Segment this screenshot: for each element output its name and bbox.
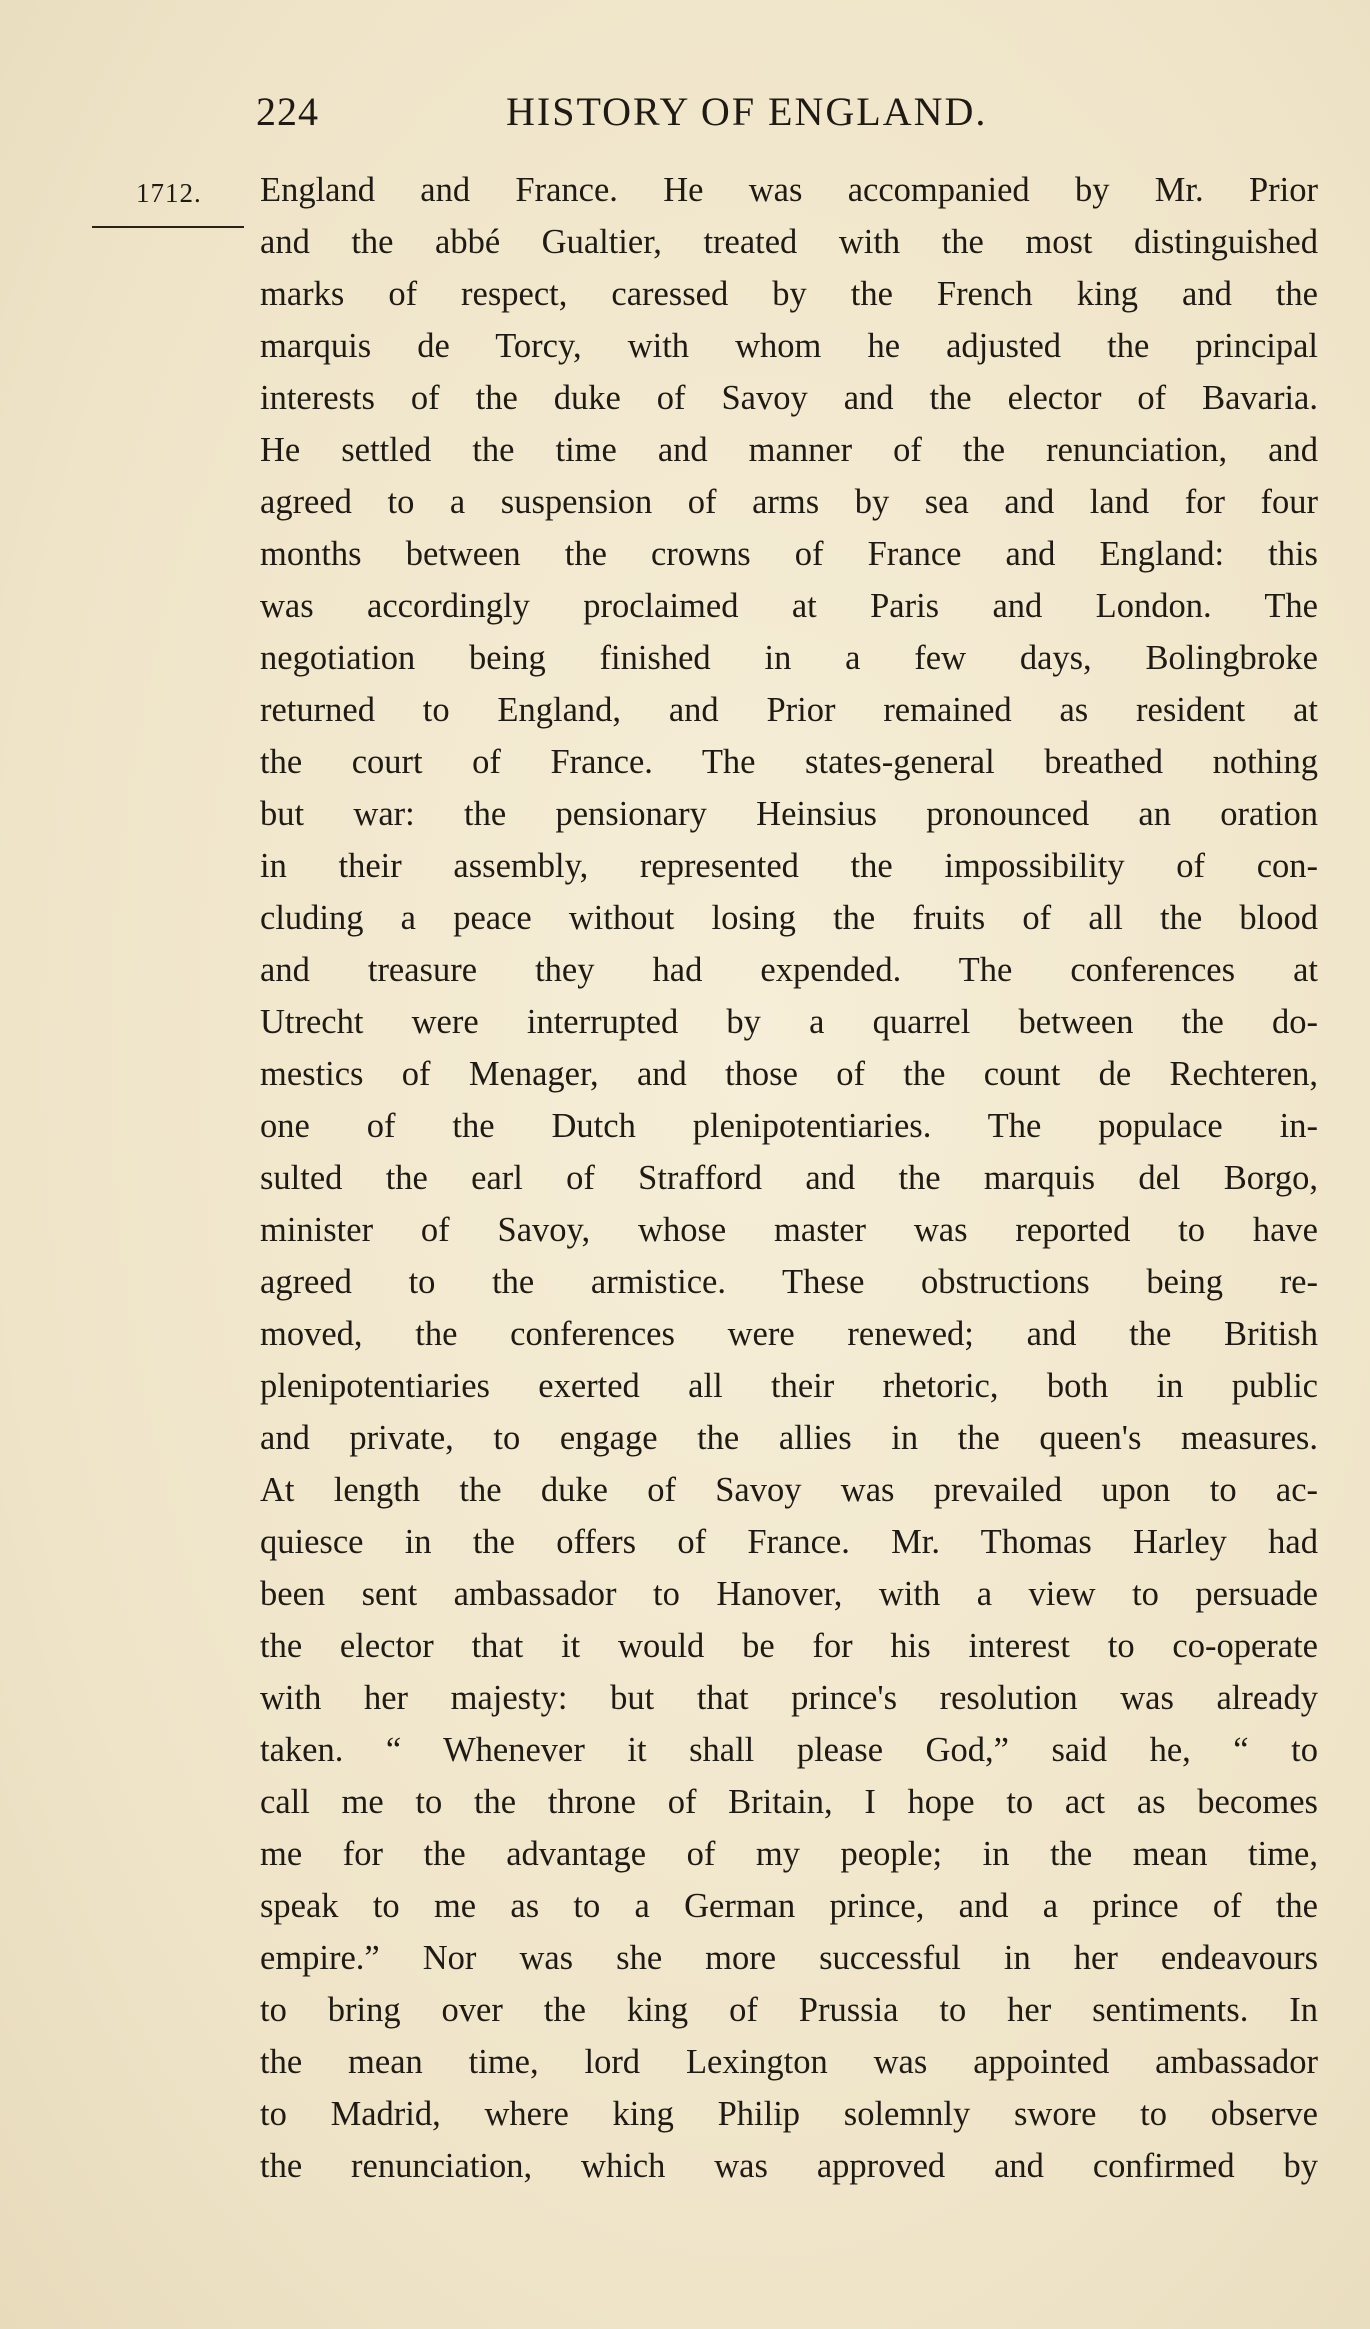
- text-line: mestics of Menager, and those of the count de Rechteren,: [260, 1055, 1318, 1093]
- body-text: [260, 164, 1318, 2192]
- text-line: taken. “ Whenever it shall please God,” said he, “ to: [260, 1731, 1318, 1769]
- text-line: and private, to engage the allies in the queen's measures.: [260, 1419, 1318, 1457]
- text-line: interests of the duke of Savoy and the elector of Bavaria.: [260, 379, 1318, 417]
- text-line: plenipotentiaries exerted all their rhetoric, both in public: [260, 1367, 1318, 1405]
- text-line: to bring over the king of Prussia to her sentiments. In: [260, 1991, 1318, 2029]
- text-line: moved, the conferences were renewed; and the British: [260, 1315, 1318, 1353]
- text-line: marquis de Torcy, with whom he adjusted the principal: [260, 327, 1318, 365]
- text-line: agreed to a suspension of arms by sea and land for four: [260, 483, 1318, 521]
- text-line: and treasure they had expended. The conferences at: [260, 951, 1318, 989]
- text-line: me for the advantage of my people; in the mean time,: [260, 1835, 1318, 1873]
- page-title: HISTORY OF ENGLAND.: [506, 89, 988, 134]
- text-line: the court of France. The states-general breathed nothing: [260, 743, 1318, 781]
- text-line: He settled the time and manner of the renunciation, and: [260, 431, 1318, 469]
- text-line: cluding a peace without losing the fruits of all the blood: [260, 899, 1318, 937]
- margin-rule: [92, 226, 244, 228]
- text-line: with her majesty: but that prince's resolution was already: [260, 1679, 1318, 1717]
- text-line: was accordingly proclaimed at Paris and London. The: [260, 587, 1318, 625]
- text-line: call me to the throne of Britain, I hope to act as becomes: [260, 1783, 1318, 1821]
- text-line: marks of respect, caressed by the French king and the: [260, 275, 1318, 313]
- text-line: and the abbé Gualtier, treated with the most distinguished: [260, 223, 1318, 261]
- text-line: the renunciation, which was approved and confirmed by: [260, 2147, 1318, 2185]
- text-line: speak to me as to a German prince, and a prince of the: [260, 1887, 1318, 1925]
- text-line: to Madrid, where king Philip solemnly swore to observe: [260, 2095, 1318, 2133]
- text-line: quiesce in the offers of France. Mr. Thomas Harley had: [260, 1523, 1318, 1561]
- text-line: been sent ambassador to Hanover, with a view to persuade: [260, 1575, 1318, 1613]
- text-line: sulted the earl of Strafford and the marquis del Borgo,: [260, 1159, 1318, 1197]
- text-line: agreed to the armistice. These obstructions being re-: [260, 1263, 1318, 1301]
- text-line: England and France. He was accompanied by Mr. Prior: [260, 171, 1318, 209]
- text-line: months between the crowns of France and England: this: [260, 535, 1318, 573]
- text-line: minister of Savoy, whose master was reported to have: [260, 1211, 1318, 1249]
- margin-year: 1712.: [136, 178, 202, 208]
- text-line: but war: the pensionary Heinsius pronounced an oration: [260, 795, 1318, 833]
- text-line: one of the Dutch plenipotentiaries. The populace in-: [260, 1107, 1318, 1145]
- text-line: in their assembly, represented the impossibility of con-: [260, 847, 1318, 885]
- text-line: At length the duke of Savoy was prevailed upon to ac-: [260, 1471, 1318, 1509]
- running-head: [256, 88, 1320, 144]
- text-line: returned to England, and Prior remained as resident at: [260, 691, 1318, 729]
- text-line: empire.” Nor was she more successful in her endeavours: [260, 1939, 1318, 1977]
- text-line: the elector that it would be for his interest to co-operate: [260, 1627, 1318, 1665]
- text-line: the mean time, lord Lexington was appointed ambassador: [260, 2043, 1318, 2081]
- text-line: Utrecht were interrupted by a quarrel between the do-: [260, 1003, 1318, 1041]
- page-number: 224: [256, 89, 319, 134]
- text-line: negotiation being finished in a few days, Bolingbroke: [260, 639, 1318, 677]
